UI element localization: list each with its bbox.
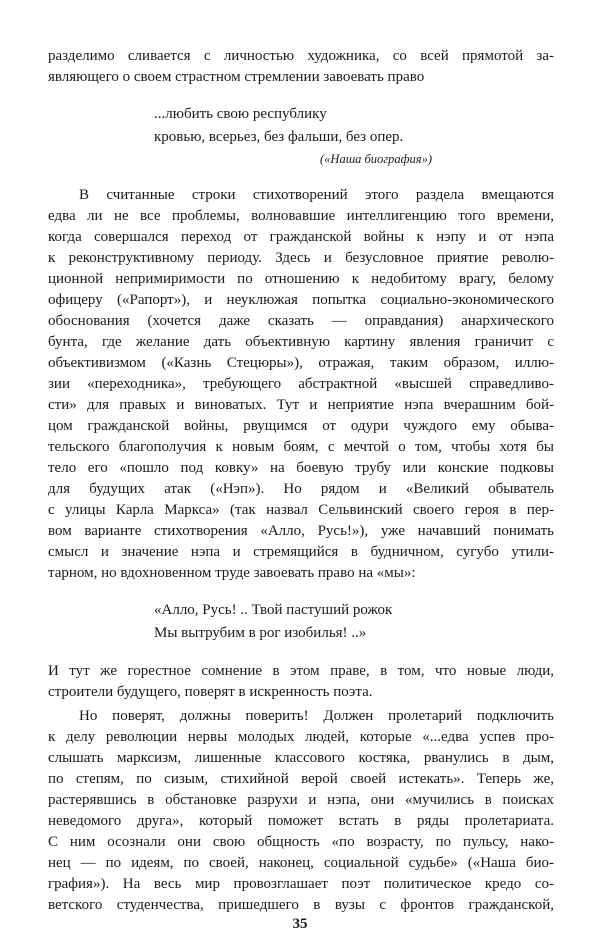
text-line: к реконструктивному периоду. Здесь и безусловное приятие револю- — [48, 250, 554, 266]
text-line: растерявшись в обстановке разрухи и нэпа, они «мучились в поисках — [48, 792, 554, 808]
verse-line: Мы вытрубим в рог изобилья! ..» — [154, 625, 367, 641]
text-line: цом гражданской войны, рвущимся от одури чуждого ему обыва- — [48, 418, 554, 434]
text-line: смысл и значение нэпа и стремящийся в будничном, сугубо утили- — [48, 544, 554, 560]
text-line: тельского благополучия к новым боям, с мечтой о том, чтобы хотя бы — [48, 439, 554, 455]
text-line: сти» для правых и виноватых. Тут и неприятие нэпа вчерашним бой- — [48, 397, 554, 413]
text-line: к делу революции нервы молодых людей, которые «...едва успев про- — [48, 729, 554, 745]
text-line: являющего о своем страстном стремлении завоевать право — [48, 69, 425, 85]
text-line: нец — по идеям, по своей, наконец, социальной судьбе» («Наша био- — [48, 855, 554, 871]
text-line: для будущих атак («Нэп»). Но рядом и «Великий обыватель — [48, 481, 554, 497]
text-line: ционной непримиримости по отношению к недобитому врагу, белому — [48, 271, 554, 287]
text-line: В считанные строки стихотворений этого раздела вмещаются — [79, 187, 554, 203]
text-line: слышать марксизм, лишенные классового костяка, рванулись в дым, — [48, 750, 554, 766]
text-line: объективизмом («Казнь Стецюры»), отражая, таким образом, иллю- — [48, 355, 554, 371]
text-line: бунта, где желание дать объективную картину явления граничит с — [48, 334, 554, 350]
text-line: вом варианте стихотворения «Алло, Русь!»), уже начавший понимать — [48, 523, 554, 539]
text-line: Но поверят, должны поверить! Должен пролетарий подключить — [79, 708, 554, 724]
text-line: С ним осознали они свою общность «по возрасту, по пульсу, нако- — [48, 834, 554, 850]
page-number: 35 — [292, 916, 308, 932]
text-line: ветского студенчества, пришедшего в вузы с фронтов гражданской, — [48, 897, 554, 913]
text-line: И тут же горестное сомнение в этом праве, в том, что новые люди, — [48, 663, 554, 679]
text-line: по степям, по сизым, стихийной верой своей истекать». Теперь же, — [48, 771, 554, 787]
text-line: графия»). На весь мир провозглашает поэт политическое кредо со- — [48, 876, 554, 892]
text-line: обоснования (хочется даже сказать — оправдания) анархического — [48, 313, 554, 329]
verse-line: ...любить свою республику — [154, 106, 327, 122]
text-line: строители будущего, поверят в искренность поэта. — [48, 684, 373, 700]
text-line: разделимо сливается с личностью художника, со всей прямотой за- — [48, 48, 554, 64]
text-line: едва ли не все проблемы, волновавшие интеллигенцию того времени, — [48, 208, 554, 224]
text-line: зии «переходника», требующего абстрактной «высшей справедливо- — [48, 376, 554, 392]
text-line: офицеру («Рапорт»), и неуклюжая попытка социально-экономического — [48, 292, 554, 308]
text-line: тарном, но вдохновенном труде завоевать право на «мы»: — [48, 565, 416, 581]
text-line: тело его «пошло под ковку» на боевую трубу или конские подковы — [48, 460, 554, 476]
verse-line: «Алло, Русь! .. Твой пастуший рожок — [154, 602, 393, 618]
text-line: с улицы Карла Маркса» (так назвал Сельвинский своего героя в пер- — [48, 502, 554, 518]
text-line: когда совершался переход от гражданской войны к нэпу и от нэпа — [48, 229, 554, 245]
text-line: неведомого друга», который поможет встать в ряды пролетариата. — [48, 813, 554, 829]
quote-source: («Наша биография») — [320, 152, 433, 166]
verse-line: кровью, всерьез, без фальши, без опер. — [154, 129, 404, 145]
